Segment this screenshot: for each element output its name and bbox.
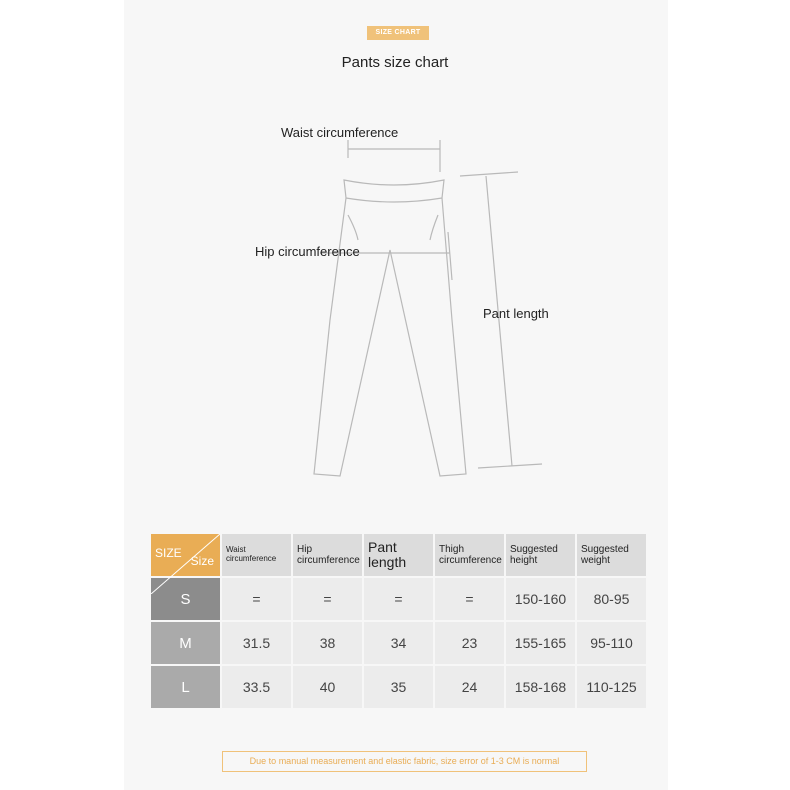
cell-s-length: = [364,578,433,620]
cell-m-thigh: 23 [435,622,504,664]
cell-l-waist: 33.5 [222,666,291,708]
hip-label: Hip circumference [255,244,360,259]
cell-m-hip: 38 [293,622,362,664]
cell-l-length: 35 [364,666,433,708]
cell-m-waist: 31.5 [222,622,291,664]
size-cell-s: S [151,578,220,620]
header-weight: Suggested weight [577,534,646,576]
size-table [149,532,648,710]
cell-m-weight: 95-110 [577,622,646,664]
cell-s-weight: 80-95 [577,578,646,620]
corner-size-label: SIZE [155,546,182,560]
pant-length-label: Pant length [483,306,549,321]
page-title: Pants size chart [341,54,449,71]
table-row [151,666,646,708]
header-waist: Waist circumference [222,534,291,576]
header-thigh: Thigh circumference [435,534,504,576]
table-corner [151,534,220,576]
cell-s-height: 150-160 [506,578,575,620]
measurement-note: Due to manual measurement and elastic fabric, size error of 1-3 CM is normal [222,751,587,772]
table-row [151,578,646,620]
header-height: Suggested height [506,534,575,576]
header-pant-length: Pant length [364,534,433,576]
cell-s-waist: = [222,578,291,620]
waist-label: Waist circumference [281,125,399,140]
cell-m-height: 155-165 [506,622,575,664]
table-row [151,622,646,664]
size-chart-badge: SIZE CHART [367,26,429,40]
cell-l-thigh: 24 [435,666,504,708]
cell-l-height: 158-168 [506,666,575,708]
cell-l-weight: 110-125 [577,666,646,708]
table-header-row [151,534,646,576]
cell-s-hip: = [293,578,362,620]
size-cell-l: L [151,666,220,708]
cell-m-length: 34 [364,622,433,664]
header-hip: Hip circumference [293,534,362,576]
cell-l-hip: 40 [293,666,362,708]
cell-s-thigh: = [435,578,504,620]
corner-size-sublabel: Size [190,554,214,568]
size-cell-m: M [151,622,220,664]
